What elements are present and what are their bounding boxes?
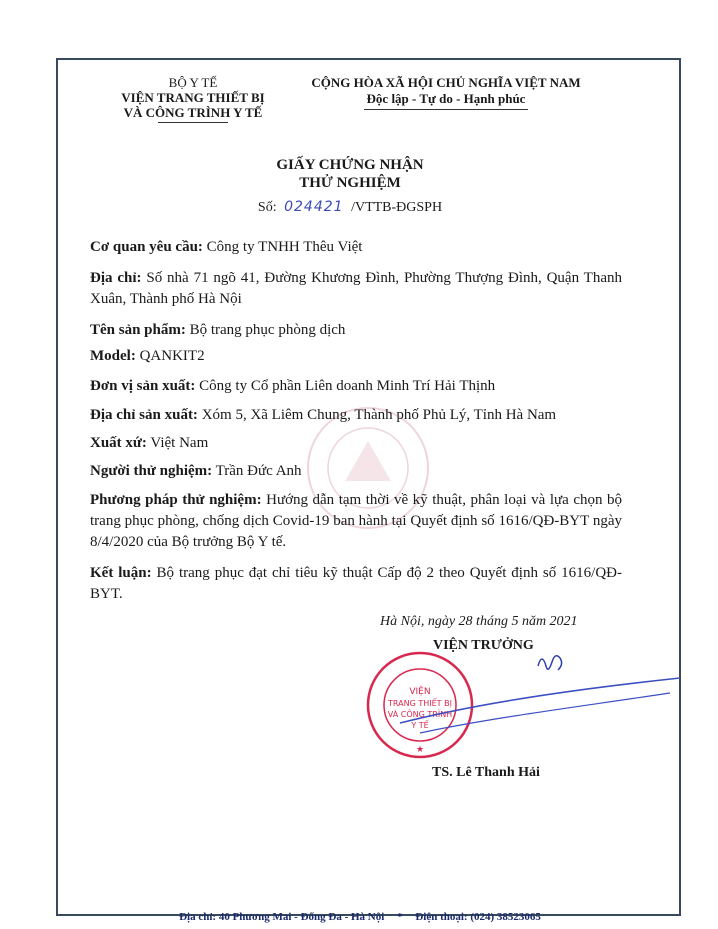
- method-value: Hướng dẫn tạm thời về kỹ thuật, phân loại và lựa chọn bộ trang phục phòng, chống dịch Covid-19 ban hành tại Quyết định số 1616/QĐ-BYT ngày 8/4/2020 của Bộ trưởng Bộ Y tế.: [90, 492, 622, 550]
- field-method: [90, 490, 622, 553]
- model-label: Model:: [90, 348, 136, 364]
- handwritten-signature: [380, 638, 680, 748]
- mfg-address-label: Địa chỉ sản xuất:: [90, 407, 198, 423]
- document-title-line2: THỬ NGHIỆM: [299, 175, 401, 191]
- origin-label: Xuất xứ:: [90, 435, 147, 451]
- motto-underline: [364, 109, 528, 110]
- method-label: Phương pháp thử nghiệm:: [90, 492, 262, 508]
- footer-separator: *: [397, 911, 403, 923]
- signer-name: TS. Lê Thanh Hải: [432, 765, 540, 780]
- origin-value: Việt Nam: [146, 435, 209, 451]
- tester-label: Người thử nghiệm:: [90, 463, 213, 479]
- manufacturer-label: Đơn vị sản xuất:: [90, 378, 196, 394]
- field-mfg-address: [90, 405, 622, 426]
- field-product: [90, 320, 622, 341]
- country-name: CỘNG HÒA XÃ HỘI CHỦ NGHĨA VIỆT NAM: [311, 75, 581, 90]
- svg-text:VIỆN: VIỆN: [409, 687, 431, 697]
- requester-value: Công ty TNHH Thêu Việt: [202, 239, 363, 255]
- number-suffix: /VTTB-ĐGSPH: [351, 200, 443, 215]
- mfg-address-value: Xóm 5, Xã Liêm Chung, Thành phố Phủ Lý, Tỉnh Hà Nam: [197, 407, 557, 423]
- national-header: [296, 75, 596, 110]
- field-model: [90, 346, 622, 367]
- institute-name-line2: VÀ CÔNG TRÌNH Y TẾ: [123, 105, 263, 120]
- product-label: Tên sản phẩm:: [90, 322, 186, 338]
- tester-value: Trần Đức Anh: [212, 463, 302, 479]
- field-origin: [90, 433, 622, 454]
- field-requester: [90, 237, 622, 258]
- footer-address: Địa chỉ: 40 Phương Mai - Đống Đa - Hà Nội: [179, 911, 385, 923]
- svg-text:VÀ CÔNG TRÌNH: VÀ CÔNG TRÌNH: [387, 710, 453, 719]
- manufacturer-value: Công ty Cổ phần Liên doanh Minh Trí Hải Thịnh: [195, 378, 496, 394]
- conclusion-value: Bộ trang phục đạt chỉ tiêu kỹ thuật Cấp độ 2 theo Quyết định số 1616/QĐ-BYT.: [90, 565, 622, 602]
- footer-phone: Điện thoại: (024) 38523065: [415, 911, 541, 923]
- issuer-header: [100, 75, 286, 123]
- ministry-name: BỘ Y TẾ: [168, 75, 218, 90]
- product-value: Bộ trang phục phòng dịch: [185, 322, 346, 338]
- svg-text:Y TẾ: Y TẾ: [411, 721, 429, 730]
- requester-label: Cơ quan yêu cầu:: [90, 239, 203, 255]
- conclusion-label: Kết luận:: [90, 565, 152, 581]
- footer-contact: [90, 911, 630, 923]
- signer-position: VIỆN TRƯỞNG: [433, 638, 534, 653]
- svg-text:TRANG THIẾT BỊ: TRANG THIẾT BỊ: [388, 699, 452, 708]
- issue-date: Hà Nội, ngày 28 tháng 5 năm 2021: [380, 614, 578, 629]
- field-address: [90, 268, 622, 310]
- document-title-line1: GIẤY CHỨNG NHẬN: [276, 157, 424, 173]
- address-value: Số nhà 71 ngõ 41, Đường Khương Đình, Phường Thượng Đình, Quận Thanh Xuân, Thành phố Hà Nội: [90, 270, 622, 307]
- model-value: QANKIT2: [135, 348, 205, 364]
- issuer-underline: [158, 122, 228, 123]
- handwritten-number: 024421: [284, 199, 344, 215]
- field-tester: [90, 461, 622, 482]
- field-manufacturer: [90, 376, 622, 397]
- field-conclusion: [90, 563, 622, 605]
- svg-text:★: ★: [415, 745, 425, 755]
- certificate-number: [100, 199, 600, 216]
- institute-name-line1: VIỆN TRANG THIẾT BỊ: [121, 90, 265, 105]
- address-label: Địa chỉ:: [90, 270, 142, 286]
- motto: Độc lập - Tự do - Hạnh phúc: [366, 91, 526, 106]
- number-prefix: Số:: [257, 200, 277, 215]
